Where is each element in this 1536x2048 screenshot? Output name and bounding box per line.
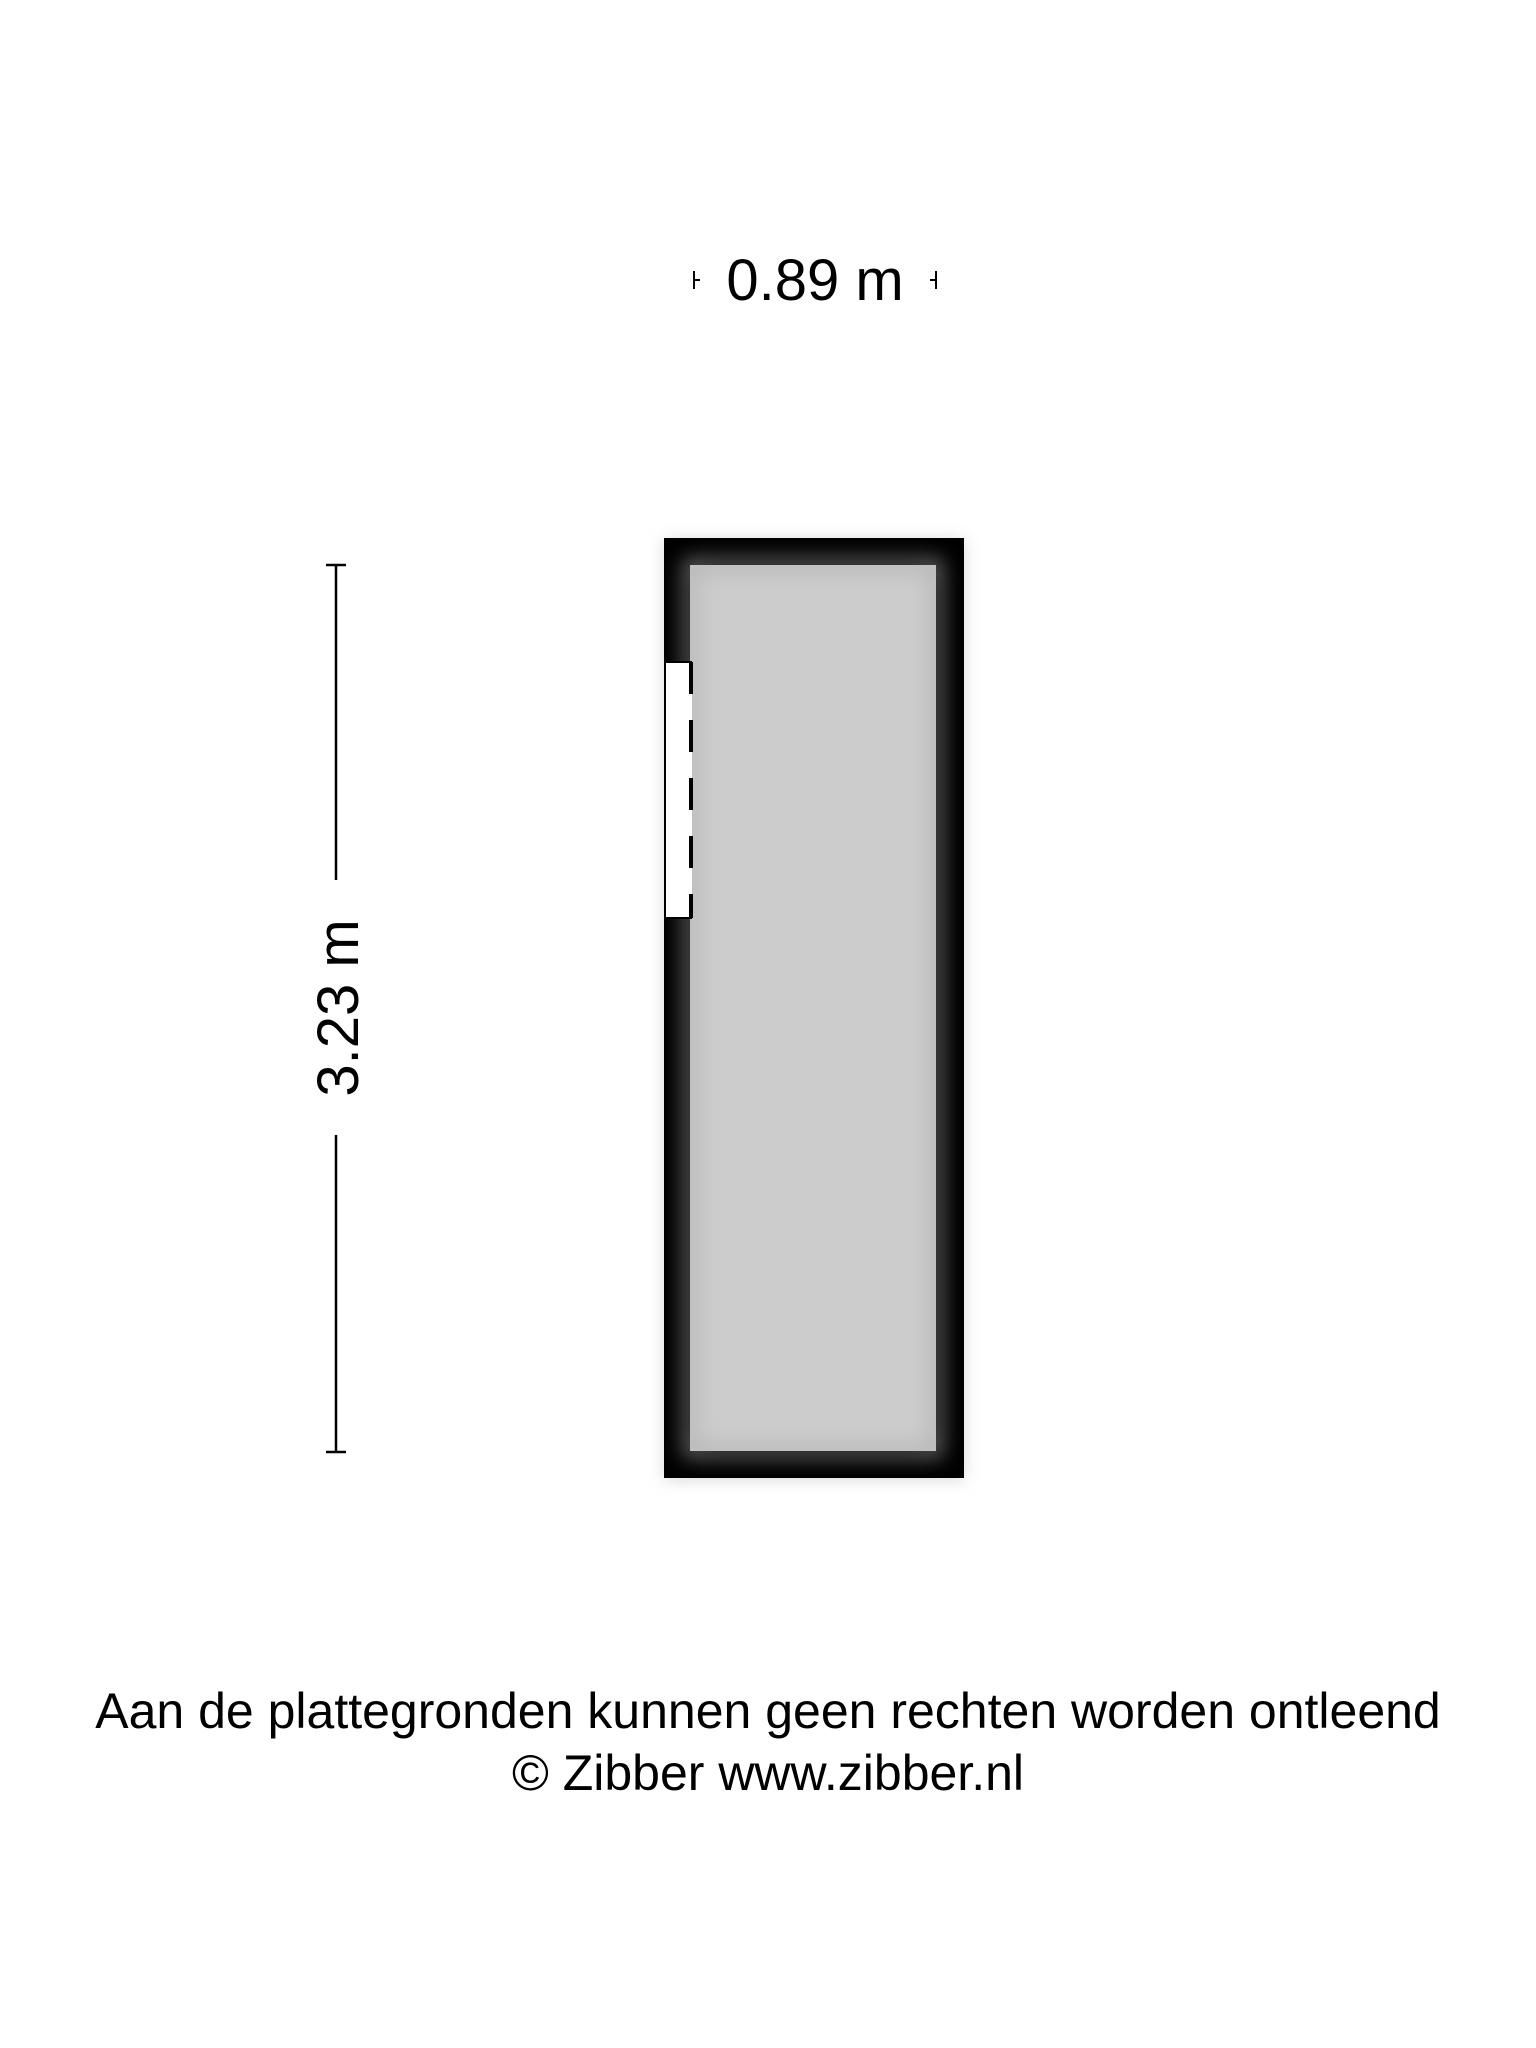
room-floor — [690, 565, 936, 1451]
disclaimer-text: Aan de plattegronden kunnen geen rechten worden ontleend — [95, 1683, 1441, 1739]
length-label: 3.23 m — [306, 919, 371, 1097]
room — [664, 538, 964, 1480]
door-opening — [664, 662, 692, 918]
copyright-text: © Zibber www.zibber.nl — [511, 1745, 1025, 1801]
width-dimension — [694, 248, 936, 313]
length-dimension — [306, 565, 371, 1452]
footer — [0, 1680, 1536, 1804]
door-gap — [664, 662, 692, 918]
width-label: 0.89 m — [726, 248, 904, 313]
